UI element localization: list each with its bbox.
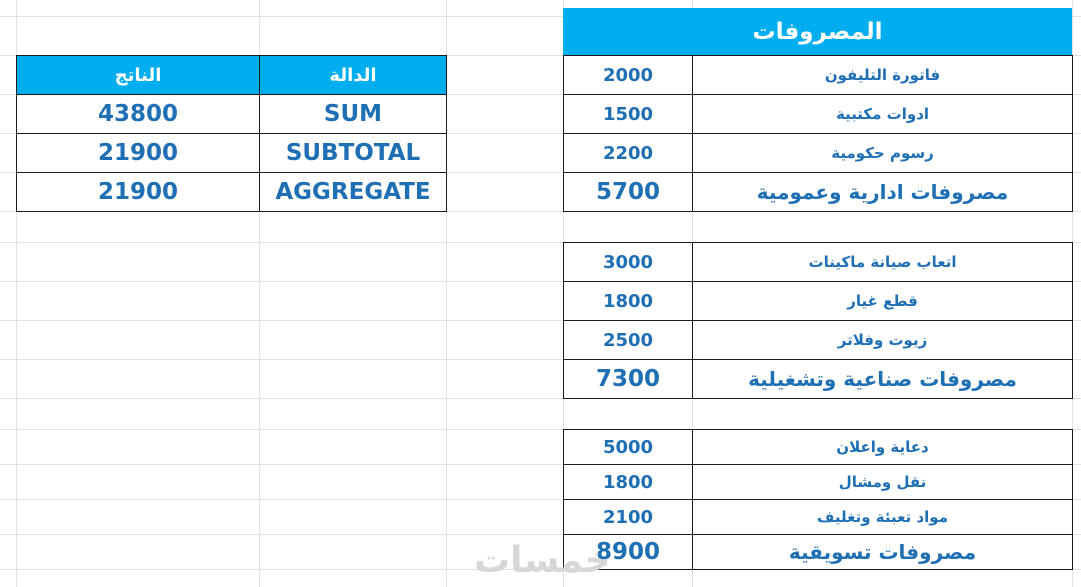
result-cell[interactable]: 21900 [16, 172, 260, 212]
total-label-cell[interactable]: مصروفات ادارية وعمومية [692, 172, 1073, 212]
total-value-cell[interactable]: 5700 [563, 172, 693, 212]
value-cell[interactable]: 5000 [563, 429, 693, 465]
value-cell[interactable]: 1800 [563, 281, 693, 321]
label-cell[interactable]: زيوت وفلاتر [692, 320, 1073, 360]
value-cell[interactable]: 2000 [563, 55, 693, 95]
value-cell[interactable]: 2100 [563, 499, 693, 535]
function-cell[interactable]: AGGREGATE [259, 172, 447, 212]
value-cell[interactable]: 2200 [563, 133, 693, 173]
header-function[interactable]: الدالة [259, 55, 447, 95]
result-cell[interactable]: 43800 [16, 94, 260, 134]
label-cell[interactable]: نقل ومشال [692, 464, 1073, 500]
total-value-cell[interactable]: 8900 [563, 534, 693, 570]
label-cell[interactable]: ادوات مكتبية [692, 94, 1073, 134]
label-cell[interactable]: رسوم حكومية [692, 133, 1073, 173]
value-cell[interactable]: 1800 [563, 464, 693, 500]
total-label-cell[interactable]: مصروفات تسويقية [692, 534, 1073, 570]
watermark: خمسات [474, 540, 611, 581]
label-cell[interactable]: فاتورة التليفون [692, 55, 1073, 95]
label-cell[interactable]: مواد تعبئة وتغليف [692, 499, 1073, 535]
total-value-cell[interactable]: 7300 [563, 359, 693, 399]
result-cell[interactable]: 21900 [16, 133, 260, 173]
value-cell[interactable]: 2500 [563, 320, 693, 360]
header-result[interactable]: الناتج [16, 55, 260, 95]
value-cell[interactable]: 3000 [563, 242, 693, 282]
total-label-cell[interactable]: مصروفات صناعية وتشغيلية [692, 359, 1073, 399]
function-cell[interactable]: SUM [259, 94, 447, 134]
label-cell[interactable]: اتعاب صيانة ماكينات [692, 242, 1073, 282]
expenses-title[interactable]: المصروفات [563, 8, 1072, 56]
label-cell[interactable]: دعاية واعلان [692, 429, 1073, 465]
value-cell[interactable]: 1500 [563, 94, 693, 134]
label-cell[interactable]: قطع غيار [692, 281, 1073, 321]
function-cell[interactable]: SUBTOTAL [259, 133, 447, 173]
